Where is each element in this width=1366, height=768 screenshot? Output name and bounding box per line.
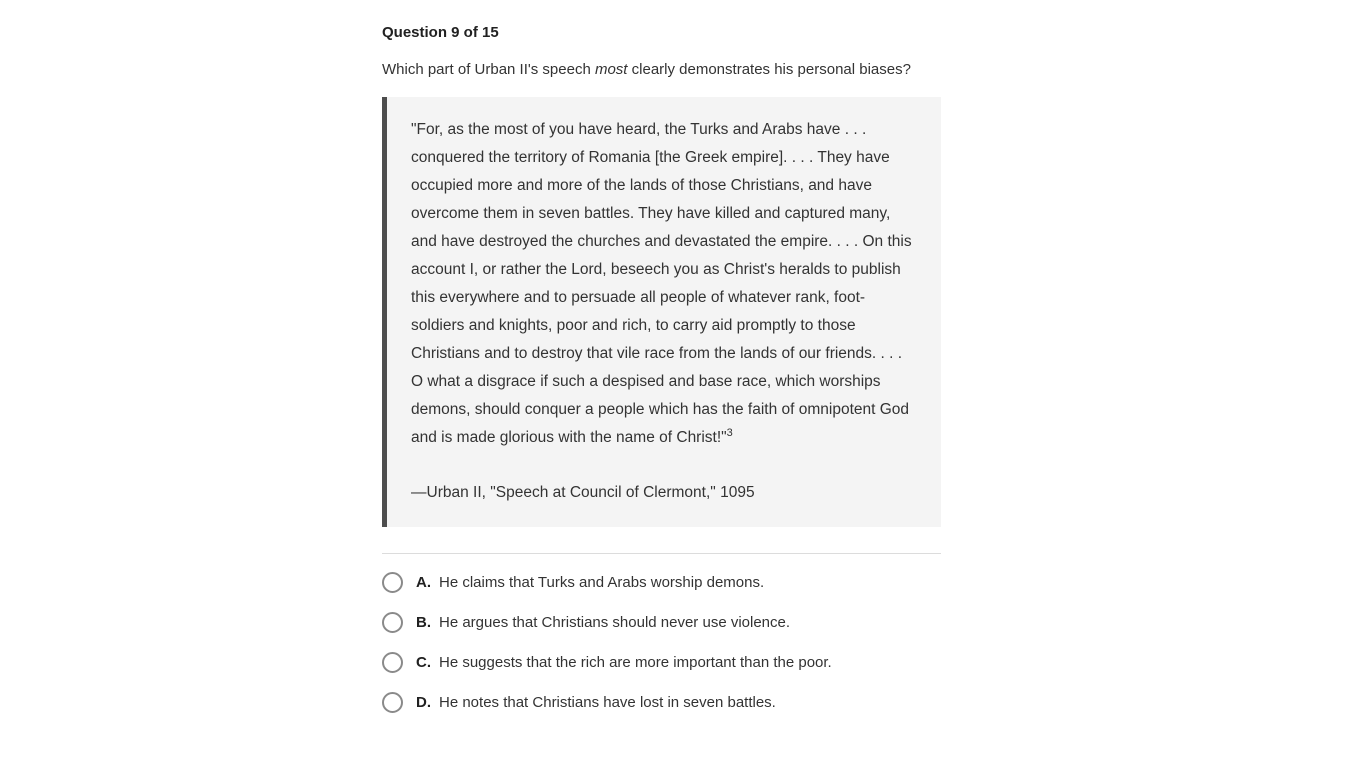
question-container xyxy=(382,24,941,732)
quote-text: "For, as the most of you have heard, the Turks and Arabs have . . . conquered the territory of Romania [the Greek empire]. . . . They have occupied more and more of the lands of those Christians, and have overcome them in seven battles. They have killed and captured many, and have destroyed the churches and devastated the empire. . . . On this account I, or rather the Lord, beseech you as Christ's heralds to publish this everywhere and to persuade all people of whatever rank, foot-soldiers and knights, poor and rich, to carry aid promptly to those Christians and to destroy that vile race from the lands of our friends. . . . O what a disgrace if such a despised and base race, which worships demons, should conquer a people which has the faith of omnipotent God and is made glorious with the name of Christ!" xyxy=(411,121,912,446)
divider xyxy=(382,553,941,554)
option-text-a: He claims that Turks and Arabs worship demons. xyxy=(439,574,765,591)
quote-attribution: —Urban II, "Speech at Council of Clermont," 1095 xyxy=(411,484,755,501)
question-text xyxy=(382,60,941,79)
question-text-part2: clearly demonstrates his personal biases? xyxy=(627,61,911,78)
footnote-marker: 3 xyxy=(726,426,733,439)
option-letter-a: A. xyxy=(416,574,431,591)
answer-options xyxy=(382,572,941,713)
option-text-b: He argues that Christians should never use violence. xyxy=(439,614,791,631)
quote-body xyxy=(411,116,917,452)
question-text-italic: most xyxy=(594,61,628,78)
answer-option-c[interactable] xyxy=(382,652,941,673)
radio-button-c[interactable] xyxy=(382,652,403,673)
option-text-c: He suggests that the rich are more important than the poor. xyxy=(439,654,832,671)
option-letter-d: D. xyxy=(416,694,431,711)
option-letter-b: B. xyxy=(416,614,431,631)
source-quote-box xyxy=(382,97,941,527)
option-letter-c: C. xyxy=(416,654,431,671)
question-progress: Question 9 of 15 xyxy=(382,24,499,41)
radio-button-d[interactable] xyxy=(382,692,403,713)
question-text-part1: Which part of Urban II's speech xyxy=(382,61,595,78)
answer-option-b[interactable] xyxy=(382,612,941,633)
answer-option-d[interactable] xyxy=(382,692,941,713)
answer-option-a[interactable] xyxy=(382,572,941,593)
radio-button-b[interactable] xyxy=(382,612,403,633)
option-text-d: He notes that Christians have lost in seven battles. xyxy=(439,694,776,711)
radio-button-a[interactable] xyxy=(382,572,403,593)
